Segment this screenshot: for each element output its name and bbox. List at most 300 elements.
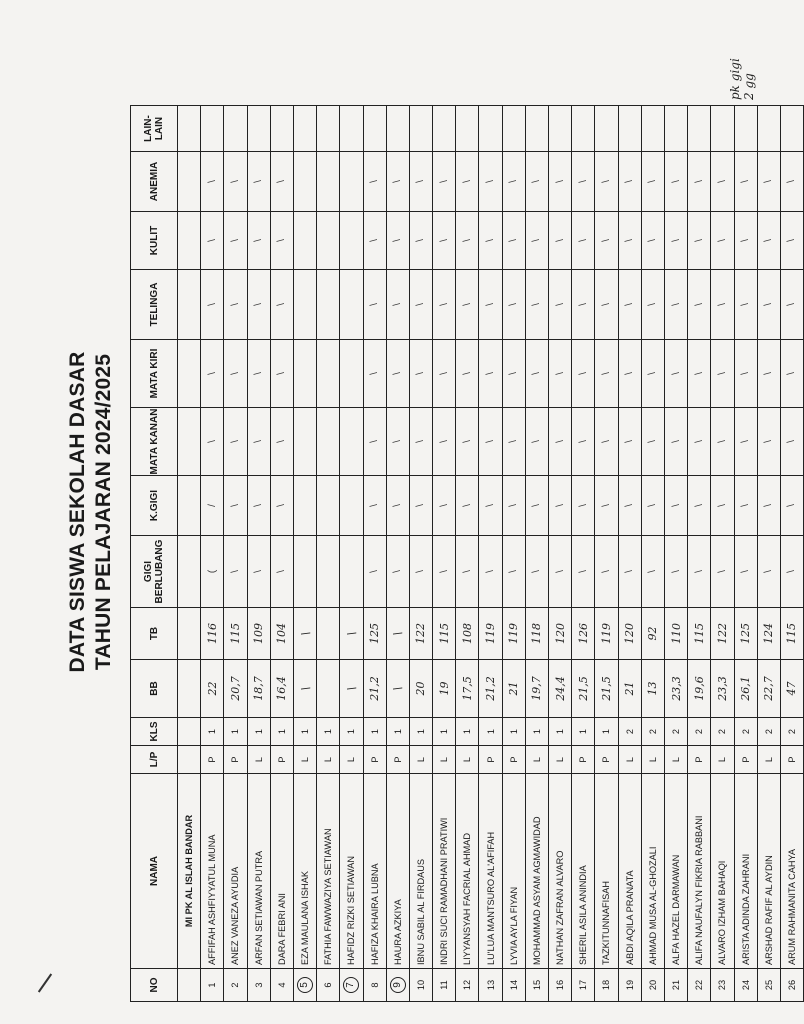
anemia-cell	[711, 152, 734, 212]
mata-kiri-cell	[201, 340, 224, 408]
gigi-berlubang-cell	[247, 536, 270, 608]
check-mark: \	[740, 440, 752, 443]
lain-lain-cell	[525, 106, 548, 152]
mata-kanan-cell	[270, 408, 293, 476]
table-row	[618, 106, 641, 1002]
check-mark: \	[392, 372, 404, 375]
cell-value: 1	[392, 728, 403, 735]
check-mark: \	[740, 372, 752, 375]
handwritten-value: 18,7	[252, 676, 266, 701]
kls-cell	[224, 718, 247, 746]
telinga-cell	[317, 270, 340, 340]
handwritten-value: 120	[623, 623, 637, 644]
check-mark: \	[716, 372, 728, 375]
telinga-cell	[688, 270, 711, 340]
k-gigi-cell	[479, 476, 502, 536]
mata-kanan-cell	[479, 408, 502, 476]
check-mark: \	[485, 570, 497, 573]
cell-value: 1	[485, 728, 496, 735]
check-mark: \	[786, 570, 798, 573]
lain-lain-cell	[641, 106, 664, 152]
check-mark: \	[461, 440, 473, 443]
kulit-cell	[641, 212, 664, 270]
anemia-cell	[386, 152, 409, 212]
anemia-cell	[409, 152, 432, 212]
check-mark: \	[253, 303, 265, 306]
cell-value: P	[694, 756, 705, 763]
mata-kiri-cell	[757, 340, 780, 408]
nama-cell: ALFA HAZEL DARMAWAN	[664, 774, 687, 969]
check-mark: \	[670, 570, 682, 573]
mata-kanan-cell	[502, 408, 525, 476]
check-mark: \	[485, 440, 497, 443]
cell-value: P	[392, 756, 403, 763]
gigi-berlubang-cell	[293, 536, 316, 608]
bb-cell	[780, 660, 803, 718]
check-mark: \	[577, 180, 589, 183]
k-gigi-cell	[688, 476, 711, 536]
kulit-cell	[409, 212, 432, 270]
gigi-berlubang-cell	[340, 536, 363, 608]
anemia-cell	[340, 152, 363, 212]
check-mark: \	[600, 372, 612, 375]
no-cell: 20	[641, 969, 664, 1002]
no-cell: 11	[433, 969, 456, 1002]
k-gigi-cell	[201, 476, 224, 536]
check-mark: \	[229, 239, 241, 242]
handwritten-value: 19,7	[530, 676, 544, 701]
k-gigi-cell	[224, 476, 247, 536]
mata-kanan-cell	[363, 408, 386, 476]
lain-lain-cell	[386, 106, 409, 152]
bb-cell	[224, 660, 247, 718]
kulit-cell	[247, 212, 270, 270]
kls-cell	[247, 718, 270, 746]
anemia-cell	[664, 152, 687, 212]
cell-value: 1	[462, 728, 473, 735]
gigi-berlubang-cell	[456, 536, 479, 608]
kulit-cell	[595, 212, 618, 270]
handwritten-value: 22,7	[762, 676, 776, 701]
handwritten-value: \	[344, 686, 358, 691]
mata-kanan-cell	[780, 408, 803, 476]
check-mark: \	[763, 372, 775, 375]
kls-cell	[340, 718, 363, 746]
lp-cell	[711, 746, 734, 774]
check-mark: \	[740, 303, 752, 306]
no-cell: 15	[525, 969, 548, 1002]
no-cell: 16	[549, 969, 572, 1002]
check-mark: \	[624, 239, 636, 242]
check-mark: \	[577, 504, 589, 507]
kls-cell	[711, 718, 734, 746]
nama-cell: HAFIZA KHAIRA LUBNA	[363, 774, 386, 969]
mata-kiri-cell	[409, 340, 432, 408]
tb-cell	[433, 608, 456, 660]
check-mark: \	[508, 440, 520, 443]
bb-cell	[386, 660, 409, 718]
check-mark: \	[647, 440, 659, 443]
gigi-berlubang-cell	[433, 536, 456, 608]
handwritten-value: 115	[785, 623, 799, 644]
kulit-cell	[572, 212, 595, 270]
bb-cell	[641, 660, 664, 718]
k-gigi-cell	[757, 476, 780, 536]
handwritten-value: 19	[437, 681, 451, 696]
gigi-berlubang-cell	[688, 536, 711, 608]
mata-kiri-cell	[549, 340, 572, 408]
cell-value: P	[230, 756, 241, 763]
check-mark: \	[740, 180, 752, 183]
handwritten-value: 24,4	[553, 676, 567, 701]
gigi-berlubang-cell	[734, 536, 757, 608]
col-lp-header: L/P	[131, 746, 178, 774]
document-title: DATA SISWA SEKOLAH DASAR	[66, 351, 89, 673]
check-mark: \	[415, 570, 427, 573]
kls-cell	[317, 718, 340, 746]
lain-lain-cell	[595, 106, 618, 152]
handwritten-value: \	[391, 686, 405, 691]
lp-cell	[363, 746, 386, 774]
mata-kanan-cell	[734, 408, 757, 476]
no-cell: 18	[595, 969, 618, 1002]
check-mark: \	[276, 303, 288, 306]
check-mark: \	[438, 440, 450, 443]
handwritten-value: 21	[623, 681, 637, 696]
mata-kanan-cell	[317, 408, 340, 476]
bb-cell	[525, 660, 548, 718]
circled-number: 5	[297, 977, 313, 993]
check-mark: \	[763, 504, 775, 507]
check-mark: \	[716, 239, 728, 242]
k-gigi-cell	[456, 476, 479, 536]
kulit-cell	[224, 212, 247, 270]
telinga-cell	[549, 270, 572, 340]
handwritten-side-note: pk gigi 2 gg	[728, 58, 756, 100]
lain-lain-cell	[780, 106, 803, 152]
nama-cell: HAURA AZKIYA	[386, 774, 409, 969]
circled-number: 7	[343, 977, 359, 993]
table-row	[247, 106, 270, 1002]
telinga-cell	[479, 270, 502, 340]
anemia-cell	[247, 152, 270, 212]
check-mark: \	[369, 440, 381, 443]
cell-value: P	[740, 756, 751, 763]
check-mark: \	[693, 570, 705, 573]
table-row	[572, 106, 595, 1002]
handwritten-value: 47	[785, 681, 799, 696]
cell-value: P	[369, 756, 380, 763]
handwritten-value: 115	[228, 623, 242, 644]
check-mark: \	[461, 239, 473, 242]
kulit-cell	[270, 212, 293, 270]
mata-kiri-cell	[317, 340, 340, 408]
cell-value: 1	[323, 728, 334, 735]
check-mark: \	[716, 504, 728, 507]
no-cell: 19	[618, 969, 641, 1002]
check-mark: \	[554, 180, 566, 183]
check-mark: \	[624, 504, 636, 507]
handwritten-value: 13	[646, 681, 660, 696]
lain-lain-cell	[433, 106, 456, 152]
nama-cell: IBNU SABIL AL FIRDAUS	[409, 774, 432, 969]
lp-cell	[386, 746, 409, 774]
circled-number: 9	[390, 977, 406, 993]
anemia-cell	[224, 152, 247, 212]
check-mark: \	[415, 303, 427, 306]
bb-cell	[247, 660, 270, 718]
lain-lain-cell	[409, 106, 432, 152]
telinga-cell	[293, 270, 316, 340]
no-cell: 21	[664, 969, 687, 1002]
k-gigi-cell	[317, 476, 340, 536]
no-cell	[340, 969, 363, 1002]
gigi-berlubang-cell	[780, 536, 803, 608]
check-mark: \	[693, 372, 705, 375]
handwritten-value: 17,5	[460, 676, 474, 701]
check-mark: \	[531, 570, 543, 573]
check-mark: \	[554, 303, 566, 306]
kulit-cell	[780, 212, 803, 270]
check-mark: \	[693, 440, 705, 443]
check-mark: \	[276, 504, 288, 507]
lp-cell	[409, 746, 432, 774]
cell-value: L	[531, 756, 542, 763]
lp-cell	[595, 746, 618, 774]
check-mark: \	[415, 180, 427, 183]
handwritten-value: 19,6	[692, 676, 706, 701]
cell-value: P	[276, 756, 287, 763]
tb-cell	[549, 608, 572, 660]
gigi-berlubang-cell	[409, 536, 432, 608]
mata-kiri-cell	[664, 340, 687, 408]
cell-value: L	[415, 756, 426, 763]
bb-cell	[572, 660, 595, 718]
bb-cell	[711, 660, 734, 718]
mata-kiri-cell	[641, 340, 664, 408]
col-bb-header: BB	[131, 660, 178, 718]
no-cell: 8	[363, 969, 386, 1002]
mata-kiri-cell	[479, 340, 502, 408]
check-mark: \	[531, 180, 543, 183]
handwritten-value: 119	[507, 623, 521, 644]
tb-cell	[247, 608, 270, 660]
lain-lain-cell	[757, 106, 780, 152]
tb-cell	[409, 608, 432, 660]
anemia-cell	[525, 152, 548, 212]
lp-cell	[688, 746, 711, 774]
check-mark: \	[229, 303, 241, 306]
cell-value: P	[786, 756, 797, 763]
mata-kiri-cell	[595, 340, 618, 408]
check-mark: \	[577, 239, 589, 242]
table-row	[201, 106, 224, 1002]
handwritten-value: 104	[275, 623, 289, 644]
anemia-cell	[363, 152, 386, 212]
handwritten-value: 126	[576, 623, 590, 644]
table-row	[270, 106, 293, 1002]
check-mark: \	[716, 570, 728, 573]
check-mark: \	[600, 239, 612, 242]
tb-cell	[572, 608, 595, 660]
check-mark: \	[369, 570, 381, 573]
gigi-berlubang-cell	[711, 536, 734, 608]
kls-cell	[433, 718, 456, 746]
bb-cell	[409, 660, 432, 718]
check-mark: \	[577, 440, 589, 443]
anemia-cell	[502, 152, 525, 212]
lain-lain-cell	[572, 106, 595, 152]
table-row	[363, 106, 386, 1002]
check-mark: \	[369, 372, 381, 375]
cell-value: 2	[624, 728, 635, 735]
tb-cell	[711, 608, 734, 660]
col-tb-header: TB	[131, 608, 178, 660]
lp-cell	[224, 746, 247, 774]
cell-value: L	[624, 756, 635, 763]
lp-cell	[664, 746, 687, 774]
check-mark: \	[415, 372, 427, 375]
mata-kiri-cell	[780, 340, 803, 408]
table-row	[293, 106, 316, 1002]
check-mark: \	[693, 239, 705, 242]
lain-lain-cell	[247, 106, 270, 152]
mata-kiri-cell	[525, 340, 548, 408]
nama-cell: ABDI AQILA PRANATA	[618, 774, 641, 969]
k-gigi-cell	[502, 476, 525, 536]
bb-cell	[363, 660, 386, 718]
tb-cell	[525, 608, 548, 660]
check-mark: \	[276, 372, 288, 375]
check-mark: \	[206, 440, 218, 443]
check-mark: \	[740, 239, 752, 242]
cell-value: L	[763, 756, 774, 763]
tb-cell	[502, 608, 525, 660]
k-gigi-cell	[525, 476, 548, 536]
handwritten-value: 23,3	[715, 676, 729, 701]
nama-cell: LU'LUA MANTSURO AL'AFIFAH	[479, 774, 502, 969]
bb-cell	[433, 660, 456, 718]
lain-lain-cell	[734, 106, 757, 152]
k-gigi-cell	[293, 476, 316, 536]
check-mark: \	[253, 570, 265, 573]
check-mark: \	[508, 570, 520, 573]
lain-lain-cell	[340, 106, 363, 152]
check-mark: \	[369, 504, 381, 507]
lain-lain-cell	[270, 106, 293, 152]
nama-cell: HAFIDZ RIZKI SETIAWAN	[340, 774, 363, 969]
nama-cell: ARUM RAHMANITA CAHYA	[780, 774, 803, 969]
lp-cell	[502, 746, 525, 774]
check-mark: \	[438, 303, 450, 306]
anemia-cell	[688, 152, 711, 212]
table-row	[734, 106, 757, 1002]
kulit-cell	[433, 212, 456, 270]
col-no-header: NO	[131, 969, 178, 1002]
check-mark: \	[693, 303, 705, 306]
handwritten-value: 120	[553, 623, 567, 644]
handwritten-value: 125	[368, 623, 382, 644]
check-mark: \	[693, 180, 705, 183]
kulit-cell	[664, 212, 687, 270]
mata-kanan-cell	[688, 408, 711, 476]
handwritten-value: 23,3	[669, 676, 683, 701]
check-mark: \	[670, 303, 682, 306]
nama-cell: LIYYANSYAH FACRIAL AHMAD	[456, 774, 479, 969]
check-mark: \	[438, 372, 450, 375]
kulit-cell	[757, 212, 780, 270]
kls-cell	[688, 718, 711, 746]
check-mark: \	[392, 440, 404, 443]
cell-value: 1	[300, 728, 311, 735]
check-mark: \	[253, 180, 265, 183]
cell-value: P	[207, 756, 218, 763]
lp-cell	[201, 746, 224, 774]
col-mata-kiri-header: MATA KIRI	[131, 340, 178, 408]
gigi-berlubang-cell	[595, 536, 618, 608]
check-mark: \	[554, 440, 566, 443]
check-mark: \	[392, 180, 404, 183]
check-mark: \	[508, 180, 520, 183]
tb-cell	[340, 608, 363, 660]
k-gigi-cell	[270, 476, 293, 536]
gigi-berlubang-cell	[317, 536, 340, 608]
anemia-cell	[572, 152, 595, 212]
check-mark: \	[229, 372, 241, 375]
cell-value: L	[300, 756, 311, 763]
bb-cell	[479, 660, 502, 718]
check-mark: \	[740, 570, 752, 573]
check-mark: \	[415, 239, 427, 242]
table-row	[479, 106, 502, 1002]
cell-value: 1	[415, 728, 426, 735]
lp-cell	[340, 746, 363, 774]
lp-cell	[456, 746, 479, 774]
school-row	[178, 106, 201, 1002]
check-mark: \	[206, 303, 218, 306]
mata-kanan-cell	[247, 408, 270, 476]
gigi-berlubang-cell	[664, 536, 687, 608]
no-cell	[293, 969, 316, 1002]
check-mark: \	[531, 440, 543, 443]
kulit-cell	[502, 212, 525, 270]
k-gigi-cell	[549, 476, 572, 536]
cell-value: 1	[439, 728, 450, 735]
cell-value: L	[647, 756, 658, 763]
k-gigi-cell	[618, 476, 641, 536]
lp-cell	[317, 746, 340, 774]
check-mark: \	[647, 180, 659, 183]
table-row	[595, 106, 618, 1002]
kls-cell	[618, 718, 641, 746]
check-mark: \	[577, 372, 589, 375]
k-gigi-cell	[572, 476, 595, 536]
telinga-cell	[386, 270, 409, 340]
k-gigi-cell	[664, 476, 687, 536]
mata-kanan-cell	[572, 408, 595, 476]
k-gigi-cell	[734, 476, 757, 536]
tb-cell	[595, 608, 618, 660]
nama-cell: ARSHAD RAFIF AL AYDIN	[757, 774, 780, 969]
nama-cell: DARA FEBRI ANI	[270, 774, 293, 969]
lain-lain-cell	[502, 106, 525, 152]
handwritten-value: 108	[460, 623, 474, 644]
telinga-cell	[595, 270, 618, 340]
bb-cell	[734, 660, 757, 718]
lain-lain-cell	[618, 106, 641, 152]
gigi-berlubang-cell	[525, 536, 548, 608]
cell-value: L	[671, 756, 682, 763]
